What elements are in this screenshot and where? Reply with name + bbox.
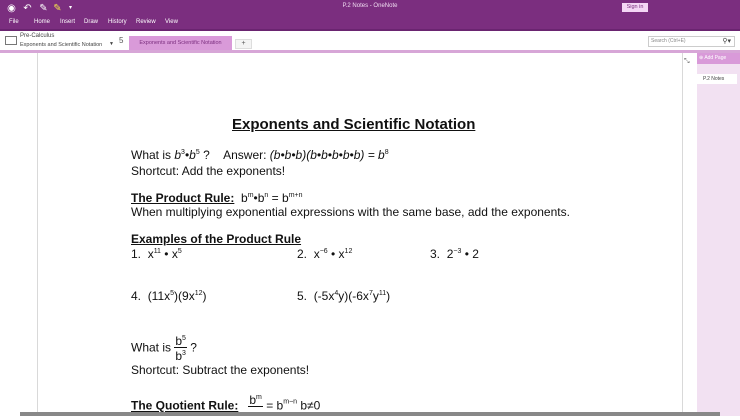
customize-icon[interactable]: ▾	[68, 5, 72, 11]
fraction-bm: $b^m$	[249, 393, 262, 407]
search-input[interactable]	[648, 36, 735, 47]
section-color-line	[0, 50, 740, 53]
example-1: 1. $x^{11}$ • $x^5$	[131, 247, 182, 261]
page-title: Exponents and Scientific Notation	[232, 116, 476, 133]
pen-icon[interactable]: ✎	[39, 3, 48, 14]
example-2: 2. $x^{-6}$ • $x^{12}$	[297, 247, 353, 261]
add-page-button[interactable]	[697, 53, 740, 64]
current-section-name[interactable]: Exponents and Scientific Notation	[20, 42, 103, 48]
fraction-b5-over-b3: $\frac{b^5}{b^3}$	[175, 334, 186, 363]
product-rule: The Product Rule: $b^m•b^n = b^{m+n}$	[131, 191, 303, 205]
shortcut-subtract: Shortcut: Subtract the exponents!	[131, 363, 310, 377]
example-4: 4. $(11x^5)(9x^{12})$	[131, 289, 207, 303]
back-icon[interactable]: ◉	[7, 3, 16, 14]
highlighter-icon[interactable]: ✎	[53, 3, 62, 14]
notebook-name[interactable]: Pre-Calculus	[20, 33, 55, 39]
canvas-margin-left	[37, 53, 38, 416]
undo-icon[interactable]: ↶	[23, 3, 32, 14]
chevron-down-icon[interactable]: ▼	[109, 41, 114, 47]
search-icon[interactable]: ⚲▾	[722, 38, 731, 45]
notebook-icon[interactable]	[5, 36, 17, 45]
tab-home[interactable]: Home	[34, 19, 51, 25]
sign-in-button[interactable]: Sign in	[622, 3, 648, 12]
canvas-margin-right	[682, 53, 683, 416]
expand-icon[interactable]: ⤡	[684, 58, 690, 65]
plus-icon: ⊕	[699, 55, 705, 61]
tab-draw[interactable]: Draw	[84, 19, 99, 25]
question-1: What is $b^3•b^5$ ? Answer: (b•b•b)(b•b•b•b•b) = $b^8$	[131, 148, 389, 162]
question-2: What is $\frac{b^5}{b^3}$ ?	[131, 334, 197, 363]
section-count: 5	[119, 36, 124, 45]
pages-panel	[697, 53, 740, 416]
tab-review[interactable]: Review	[136, 19, 156, 25]
section-tab-exponents[interactable]: Exponents and Scientific Notation	[129, 36, 232, 50]
tab-file[interactable]: File	[9, 19, 19, 25]
window-title: P.2 Notes - OneNote	[342, 3, 398, 9]
shortcut-add: Shortcut: Add the exponents!	[131, 164, 286, 178]
tab-history[interactable]: History	[108, 19, 127, 25]
examples-heading: Examples of the Product Rule	[131, 232, 302, 246]
quotient-rule: The Quotient Rule: $b^m$ = $b^{m-n}$ b≠0	[131, 392, 320, 419]
product-rule-description: When multiplying exponential expressions with the same base, add the exponents.	[131, 205, 570, 219]
search-placeholder: Search (Ctrl+E)	[651, 38, 686, 44]
add-page-label: Add Page	[704, 55, 727, 61]
example-5: 5. $(-5x^4y)(-6x^7y^{11})$	[297, 289, 391, 303]
horizontal-scrollbar[interactable]	[20, 412, 720, 416]
page-item-p2-notes[interactable]: P.2 Notes	[697, 74, 737, 84]
add-section-button[interactable]: +	[235, 39, 252, 49]
example-3: 3. $2^{-3}$ • 2	[430, 247, 479, 261]
tab-view[interactable]: View	[165, 19, 178, 25]
tab-insert[interactable]: Insert	[60, 19, 76, 25]
